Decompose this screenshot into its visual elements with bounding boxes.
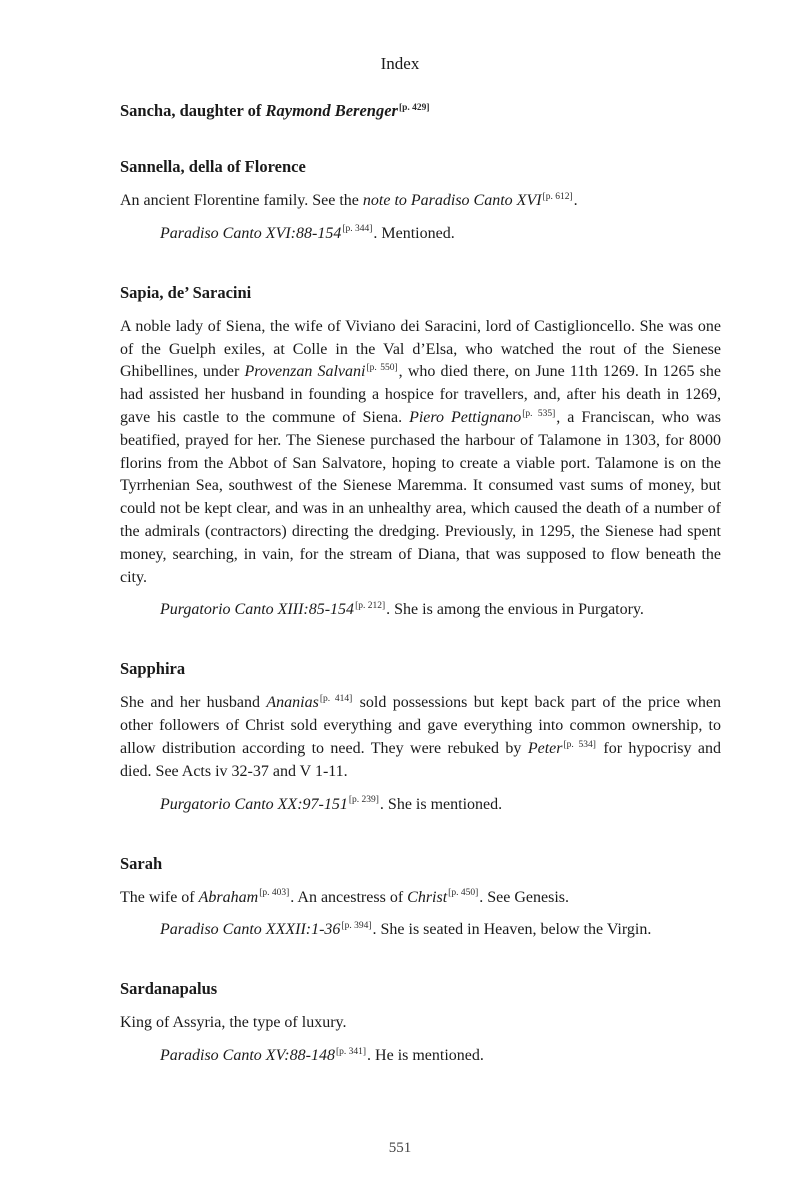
entry-sannella bbox=[120, 156, 721, 245]
ref-text: . He is mentioned. bbox=[367, 1047, 484, 1065]
ref-text: . She is among the envious in Purgatory. bbox=[386, 601, 644, 619]
canto-reference bbox=[160, 223, 721, 245]
entry-title: Sapphira bbox=[120, 659, 186, 679]
entry-title: Sannella, della of Florence bbox=[120, 157, 306, 176]
title-text: Sancha, daughter of bbox=[120, 101, 266, 120]
link-peter[interactable]: Peter bbox=[527, 739, 563, 757]
link-raymond-berenger[interactable]: Raymond Berenger bbox=[265, 101, 398, 120]
link-abraham[interactable]: Abraham bbox=[198, 888, 259, 906]
desc-text: , a Franciscan, who was beatified, prayed for her. The Sienese purchased the harbour of Talamone in 1303, for 8000 florins from the Abbot of San Salvatore, hoping to create a viable port. Talamone is on the Tyrrhenian Sea, southwest of the Sienese Maremma. It consumed vast sums of money, but could not be kept clear, and was in an unhealthy area, which caused the death of a number of the admirals (contractors) directing the dredging. Previously, in 1295, the Sienese had spent money, searching, in vain, for the stream of Diana, that was supposed to flow beneath the city. bbox=[120, 408, 722, 586]
desc-text: The wife of bbox=[120, 888, 199, 906]
entry-description bbox=[120, 692, 721, 783]
entry-title: Sarah bbox=[120, 853, 163, 873]
page-ref: [p. 535] bbox=[522, 408, 556, 419]
link-note-paradiso-xvi[interactable]: note to Paradiso Canto XVI bbox=[362, 192, 542, 209]
link-ananias[interactable]: Ananias bbox=[266, 694, 319, 712]
page-ref: [p. 341] bbox=[335, 1046, 367, 1057]
canto-reference bbox=[160, 1045, 721, 1067]
entry-description: King of Assyria, the type of luxury. bbox=[120, 1014, 347, 1032]
page-ref: [p. 450] bbox=[448, 888, 479, 899]
page-ref: [p. 550] bbox=[366, 363, 398, 374]
entry-title: Sardanapalus bbox=[120, 979, 218, 999]
desc-text: A noble lady of Siena, the wife of Viviano dei Saracini, lord of Castiglioncello. She was one of the Guelph exiles, at Colle in the Val d’Elsa, who watched the rout of the Sienese Ghibellines, under bbox=[120, 317, 721, 381]
desc-text: , who died there, on June 11th 1269. In 1265 she had assisted her husband in founding a hospice for travellers, and, after his death in 1269, gave his castle to the commune of Siena. bbox=[120, 363, 721, 426]
entry-description bbox=[120, 316, 721, 590]
link-purgatorio-xx[interactable]: Purgatorio Canto XX:97-151 bbox=[160, 795, 348, 813]
ref-text: . She is seated in Heaven, below the Virgin. bbox=[372, 921, 652, 939]
entry-sardanapalus bbox=[120, 978, 721, 1067]
entry-title bbox=[120, 100, 721, 122]
page-ref: [p. 414] bbox=[319, 694, 353, 705]
link-christ[interactable]: Christ bbox=[407, 888, 448, 906]
entry-sapphira bbox=[120, 658, 721, 815]
page-ref: [p. 212] bbox=[355, 601, 386, 612]
canto-reference bbox=[160, 599, 721, 621]
page-number: 551 bbox=[388, 1140, 412, 1156]
entry-title: Sapia, de’ Saracini bbox=[120, 282, 252, 302]
page-ref: [p. 534] bbox=[563, 739, 596, 750]
link-paradiso-xvi[interactable]: Paradiso Canto XVI:88-154 bbox=[160, 224, 342, 242]
entry-sapia bbox=[120, 282, 721, 622]
link-paradiso-xv[interactable]: Paradiso Canto XV:88-148 bbox=[160, 1047, 335, 1065]
page-ref: [p. 612] bbox=[542, 191, 573, 202]
link-provenzan-salvani[interactable]: Provenzan Salvani bbox=[244, 363, 366, 381]
entry-sancha bbox=[120, 100, 721, 122]
entry-sarah bbox=[120, 853, 721, 942]
desc-text: An ancient Florentine family. See the bbox=[120, 192, 363, 209]
link-paradiso-xxxii[interactable]: Paradiso Canto XXXII:1-36 bbox=[160, 921, 341, 939]
page-ref: [p. 429] bbox=[398, 102, 430, 113]
canto-reference bbox=[160, 794, 721, 816]
desc-text: She and her husband bbox=[120, 694, 267, 712]
entry-description bbox=[120, 887, 721, 910]
desc-text: . bbox=[573, 192, 578, 209]
canto-reference bbox=[160, 919, 721, 941]
desc-text: . See Genesis. bbox=[479, 888, 569, 906]
link-piero-pettignano[interactable]: Piero Pettignano bbox=[409, 408, 522, 426]
ref-text: . Mentioned. bbox=[373, 224, 455, 242]
page-ref: [p. 394] bbox=[341, 921, 372, 932]
desc-text: for hypocrisy and died. See Acts iv 32-37 and V 1-11. bbox=[120, 739, 722, 780]
page-ref: [p. 239] bbox=[348, 795, 379, 806]
index-content bbox=[120, 100, 721, 1104]
ref-text: . She is mentioned. bbox=[379, 795, 503, 813]
entry-description bbox=[120, 190, 721, 213]
desc-text: . An ancestress of bbox=[290, 888, 408, 906]
desc-text: sold possessions but kept back part of the price when other followers of Christ sold everything and gave everything into common ownership, to allow distribution according to need. They were rebuked by bbox=[120, 694, 722, 757]
link-purgatorio-xiii[interactable]: Purgatorio Canto XIII:85-154 bbox=[160, 601, 355, 619]
page-ref: [p. 344] bbox=[342, 224, 373, 235]
page-header: Index bbox=[380, 54, 420, 73]
page-ref: [p. 403] bbox=[259, 888, 290, 899]
